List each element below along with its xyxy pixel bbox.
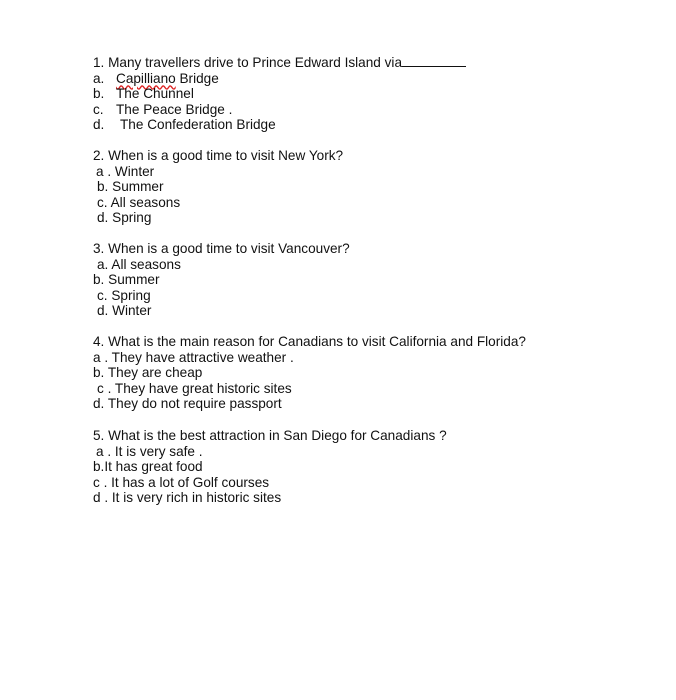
option-text: It is very safe . [114,443,203,459]
option-text: Spring [112,210,152,225]
option-2d [93,210,343,226]
option-3d [93,303,350,319]
option-4a [93,350,526,366]
option-text: The Confederation Bridge [120,117,276,132]
option-1b [93,86,466,102]
answer-blank [402,56,466,67]
option-5b [93,459,447,475]
option-text: Summer [108,272,160,287]
option-text: All seasons [110,194,181,210]
option-1d [93,117,466,133]
question-2-block [93,148,343,226]
option-letter: b. [97,179,109,194]
option-1c [93,102,466,118]
option-3b [93,272,350,288]
option-text: The Chunnel [116,86,194,101]
question-text: 1. Many travellers drive to Prince Edward Island via [93,55,403,70]
option-letter: a . [96,443,112,459]
option-letter: a . [93,349,109,365]
spellcheck-word: Capilliano [116,70,176,86]
option-text: Bridge [175,70,219,86]
option-5d [93,490,447,506]
question-5-text: 5. What is the best attraction in San Diego for Canadians ? [93,428,447,443]
question-1-block [93,55,466,133]
option-letter: b. [93,272,105,287]
option-letter: c. [97,194,108,210]
option-text: Summer [112,179,164,194]
option-2b [93,179,343,195]
question-3-block [93,241,350,319]
option-2a [93,164,343,180]
option-letter: c. [97,287,108,303]
question-1-text [93,55,466,71]
option-5c [93,475,447,491]
option-4c [93,381,526,397]
option-2c [93,195,343,211]
option-letter: b. [93,86,105,101]
option-letter: c . [97,380,112,396]
option-letter: a . [96,163,112,179]
option-letter: b. [93,365,105,380]
option-letter: d. [97,303,109,318]
option-letter: a. [93,70,105,86]
option-text: They have attractive weather . [111,349,294,365]
option-text: All seasons [111,256,181,272]
option-letter: b. [93,459,105,474]
option-letter: c. [93,101,104,117]
question-2-text: 2. When is a good time to visit New York? [93,148,344,163]
option-text: Winter [112,303,152,318]
question-4-block [93,334,526,412]
option-5a [93,444,447,460]
option-3c [93,288,350,304]
option-text: Spring [111,287,151,303]
question-5-block [93,428,447,506]
question-3-text: 3. When is a good time to visit Vancouver? [93,241,350,256]
question-4-text: 4. What is the main reason for Canadians to visit California and Florida? [93,334,526,349]
option-text: Winter [114,163,155,179]
option-text: They do not require passport [107,396,282,411]
option-letter: d . [93,490,109,505]
option-text: It has a lot of Golf courses [111,474,270,490]
option-letter: d. [97,210,109,225]
option-letter: d. [93,117,105,132]
option-4d [93,396,526,412]
option-letter: d. [93,396,105,411]
option-letter: a. [97,256,109,272]
option-4b [93,365,526,381]
option-1a [93,71,466,87]
option-letter: c . [93,474,108,490]
option-text: It is very rich in historic sites [111,490,282,505]
option-text: The Peace Bridge . [116,101,233,117]
option-text: They are cheap [107,365,203,380]
option-text: They have great historic sites [114,380,292,396]
option-text: It has great food [104,459,203,474]
option-3a [93,257,350,273]
